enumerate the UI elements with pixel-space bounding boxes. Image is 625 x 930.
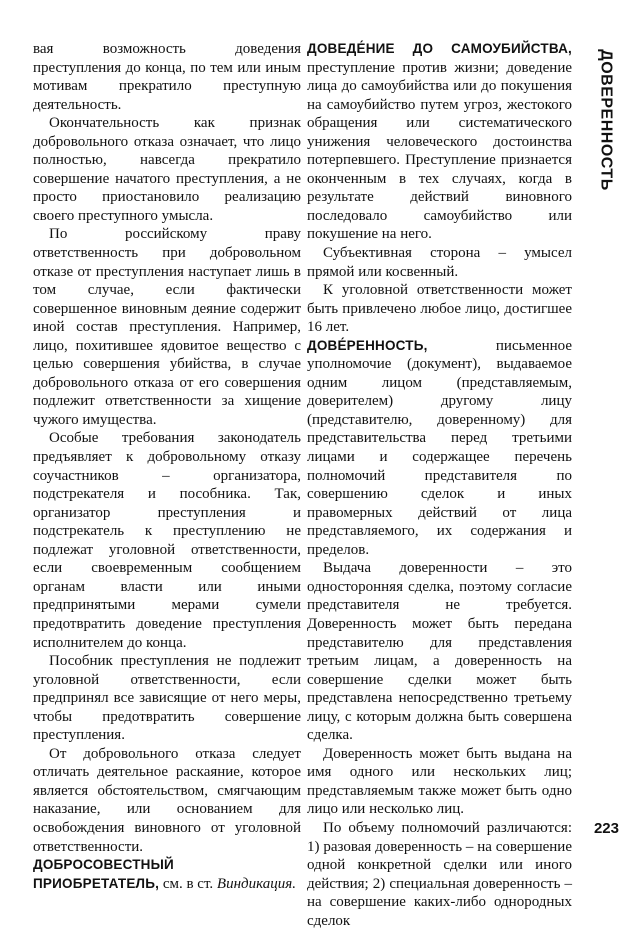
running-head	[591, 40, 621, 200]
paragraph: Окончательность как признак добровольного отказа означает, что лицо полностью, навсегда прекратило совершение начатого преступления, а не просто приостановило реализацию своего преступного умысла.	[33, 115, 301, 224]
running-head-text: ДОВЕРЕННОСТЬ	[598, 49, 615, 191]
paragraph: Субъективная сторона – умысел прямой или косвенный.	[307, 245, 572, 280]
page-number: 223	[593, 820, 619, 837]
paragraph: От добровольного отказа следует отличать деятельное раскаяние, которое является обстоятельством, смягчающим наказание, или основанием для освобождения виновного от уголовной ответственности.	[33, 745, 301, 855]
entry-definition: преступление против жизни; доведение лица до самоубийства или до покушения на самоубийство путем угроз, жестокого обращения или систематического унижения человеческого достоинства потерпевшего. Преступление признается оконченным в тех случаях, когда в результате действий виновного последовало самоубийство или покушение на него.	[307, 59, 572, 243]
entry-dobrosovestny-priobretatel	[33, 856, 301, 893]
paragraph: По объему полномочий различаются: 1) разовая доверенность – на совершение одной конкретной сделки или иного действия; 2) специальная доверенность – на совершение каких-либо однородных сделок	[307, 819, 572, 929]
paragraph: вая возможность доведения преступления до конца, по тем или иным мотивам прекратило преступную деятельность.	[33, 41, 301, 113]
entry-headword: ДОБРОСОВЕСТНЫЙ ПРИОБРЕТАТЕЛЬ,	[33, 857, 174, 891]
see-also-label: см. в ст.	[162, 875, 214, 892]
left-column	[33, 40, 301, 893]
paragraph: Выдача доверенности – это односторонняя сделка, поэтому согласие представителя не требуется. Доверенность может быть передана представителю для представления третьим лицам, а доверенность на совершение сделки может быть представлена непосредственно третьему лицу, с которым должна быть совершена сделка.	[307, 560, 572, 744]
paragraph: Пособник преступления не подлежит уголовной ответственности, если предпринял все зависящие от него меры, чтобы предотвратить совершение преступления.	[33, 653, 301, 744]
entry-dovedenie-do-samoubiystva	[307, 40, 572, 244]
paragraph: Доверенность может быть выдана на имя одного или нескольких лиц; представляемым также может быть одно лицо или несколько лиц.	[307, 745, 572, 818]
entry-headword: ДОВЕДЕ́НИЕ ДО САМОУБИЙСТВА,	[307, 41, 572, 56]
entry-definition: письменное уполномочие (документ), выдаваемое одним лицом (представляемым, доверителем) другому лицу (представителю, доверенному) для представительства перед третьими лицами и содержащее перечень полномочий представителя по совершению сделок и иных правомерных действий от лица представляемого, их содержания и пределов.	[307, 337, 572, 558]
cross-reference-link[interactable]: Виндикация.	[216, 875, 296, 892]
paragraph: По российскому праву ответственность при добровольном отказе от преступления наступает лишь в том случае, если фактически совершенное виновным деяние содержит иной состав преступления. Например, лицо, похитившее ядовитое вещество с целью совершения убийства, в случае добровольного отказа от его совершения подлежит ответственности за хищение чужого имущества.	[33, 226, 301, 428]
paragraph: Особые требования законодатель предъявляет к добровольному отказу соучастников – организатора, подстрекателя и пособника. Так, организатор преступления и подстрекатель к преступлению не подлежат уголовной ответственности, если своевременным сообщением органам власти или иными предпринятыми мерами сумели предотвратить доведение преступления исполнителем до конца.	[33, 430, 301, 651]
entry-headword: ДОВЕ́РЕННОСТЬ,	[307, 337, 428, 353]
entry-doverennost	[307, 337, 572, 560]
paragraph: К уголовной ответственности может быть привлечено любое лицо, достигшее 16 лет.	[307, 282, 572, 336]
right-column	[307, 40, 572, 930]
